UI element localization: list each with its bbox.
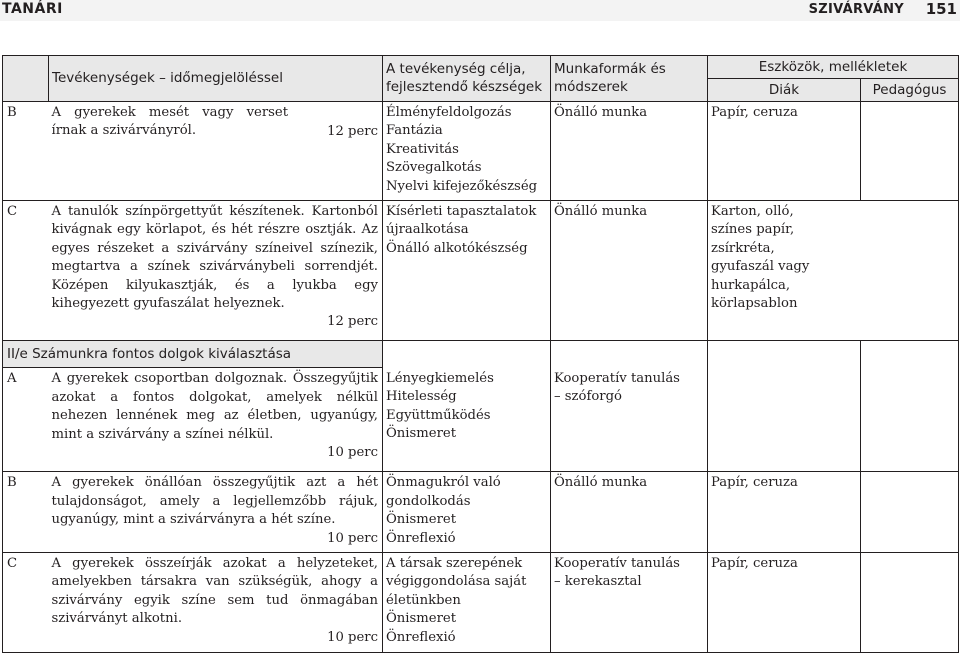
page-number: 151 xyxy=(925,0,957,18)
row-tools-student: Papír, ceruza xyxy=(708,553,861,653)
row-goals: Lényegkiemelés Hitelesség Együttműködés Önismeret xyxy=(383,368,551,472)
table-header-student: Diák xyxy=(708,79,861,102)
row-methods: Kooperatív tanulás – kerekasztal xyxy=(551,553,708,653)
lesson-plan-table xyxy=(2,55,959,653)
row-tools-student: Papír, ceruza xyxy=(708,102,861,201)
table-row xyxy=(3,553,959,653)
row-goals: Élményfeldolgozás Fantázia Kreativitás Szövegalkotás Nyelvi kifejezőkészség xyxy=(383,102,551,201)
row-code: C xyxy=(3,201,49,341)
row-description: A gyerekek mesét vagy verset írnak a szivárványról. 12 perc xyxy=(49,102,383,201)
row-tools-student: Papír, ceruza xyxy=(708,472,861,553)
row-description: A tanulók színpörgettyűt készítenek. Kartonból kivágnak egy körlapot, és hét részre osztják. Az egyes részeket a szivárvány színeivel színezik, megtartva a színek szivárványbeli sorrendjét. Középen kilyukasztják, és a lyukba egy kihegyezett gyufaszálat helyeznek. 12 perc xyxy=(49,201,383,341)
table-row xyxy=(3,102,959,201)
row-tools-teacher xyxy=(861,102,959,201)
section-row xyxy=(3,341,959,368)
table-row xyxy=(3,368,959,472)
row-tools-teacher xyxy=(861,553,959,653)
row-tools-teacher: Karton, olló, színes papír, zsírkréta, gyufaszál vagy hurkapálca, körlapsablon xyxy=(708,201,959,341)
row-duration: 10 perc xyxy=(327,530,378,546)
row-description: A gyerekek csoportban dolgoznak. Összegyűjtik azokat a fontos dolgokat, amelyek nélkül nehezen lennének meg az életben, ugyanúgy, mint a szivárvány a színei nélkül. 10 perc xyxy=(49,368,383,472)
row-tools-teacher xyxy=(861,368,959,472)
row-code: B xyxy=(3,472,49,553)
row-description: A gyerekek összeírják azokat a helyzeteket, amelyekben társakra van szükségük, ahogy a szivárvány egyik színe sem tud önmagában szivárványt alkotni. 10 perc xyxy=(49,553,383,653)
row-duration: 12 perc xyxy=(327,314,378,330)
table-header-goal: A tevékenység célja, fejlesztendő készségek xyxy=(383,56,551,102)
row-methods: Önálló munka xyxy=(551,102,708,201)
row-tools-teacher xyxy=(861,472,959,553)
row-goals: Önmagukról való gondolkodás Önismeret Önreflexió xyxy=(383,472,551,553)
header-chapter-title: SZIVÁRVÁNY xyxy=(808,2,904,17)
table-header-blank xyxy=(3,56,49,102)
row-duration: 12 perc xyxy=(327,123,378,139)
table-header-activities: Tevékenységek – időmegjelöléssel xyxy=(49,56,383,102)
table-header-tools: Eszközök, mellékletek xyxy=(708,56,959,79)
row-methods: Önálló munka xyxy=(551,472,708,553)
table-row xyxy=(3,201,959,341)
table-row xyxy=(3,472,959,553)
row-duration: 10 perc xyxy=(327,445,378,461)
header-section-label: TANÁRI xyxy=(2,1,63,17)
page-header xyxy=(0,0,960,21)
row-goals: A társak szerepének végiggondolása saját életünkben Önismeret Önreflexió xyxy=(383,553,551,653)
row-methods: Önálló munka xyxy=(551,201,708,341)
row-code: C xyxy=(3,553,49,653)
row-methods: Kooperatív tanulás – szóforgó xyxy=(551,368,708,472)
row-goals: Kísérleti tapasztalatok újraalkotása Önálló alkotókészség xyxy=(383,201,551,341)
row-code: A xyxy=(3,368,49,472)
row-description: A gyerekek önállóan összegyűjtik azt a hét tulajdonságot, amely a legjellemzőbb rájuk, ugyanúgy, mint a szivárványra a hét színe. 10 perc xyxy=(49,472,383,553)
table-header-teacher: Pedagógus xyxy=(861,79,959,102)
row-code: B xyxy=(3,102,49,201)
row-tools-student xyxy=(708,368,861,472)
table-header-methods: Munkaformák és módszerek xyxy=(551,56,708,102)
row-duration: 10 perc xyxy=(327,629,378,645)
section-title: II/e Számunkra fontos dolgok kiválasztása xyxy=(3,341,383,368)
